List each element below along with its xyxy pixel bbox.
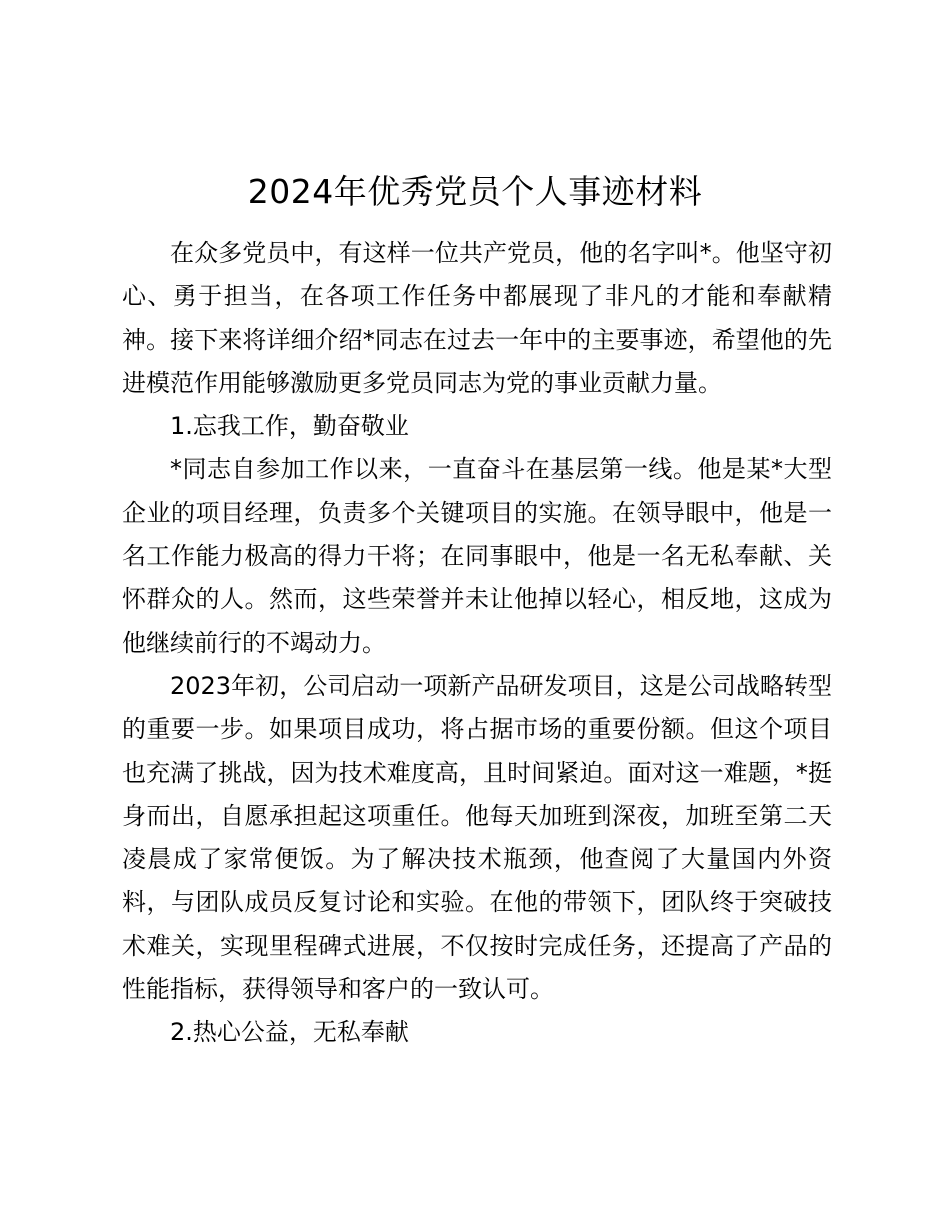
paragraph-project: 2023年初，公司启动一项新产品研发项目，这是公司战略转型的重要一步。如果项目成功，将占据市场的重要份额。但这个项目也充满了挑战，因为技术难度高，且时间紧迫。面对这一难题，*挺身而出，自愿承担起这项重任。他每天加班到深夜，加班至第二天凌晨成了家常便饭。为了解决技术瓶颈，他查阅了大量国内外资料，与团队成员反复讨论和实验。在他的带领下，团队终于突破技术难关，实现里程碑式进展，不仅按时完成任务，还提高了产品的性能指标，获得领导和客户的一致认可。 — [122, 671, 832, 1004]
paragraph-work: *同志自参加工作以来，一直奋斗在基层第一线。他是某*大型企业的项目经理，负责多个关键项目的实施。在领导眼中，他是一名工作能力极高的得力干将；在同事眼中，他是一名无私奉献、关怀群众的人。然而，这些荣誉并未让他掉以轻心，相反地，这成为他继续前行的不竭动力。 — [122, 455, 832, 657]
document-body — [122, 232, 832, 1055]
document-title: 2024年优秀党员个人事迹材料 — [247, 172, 703, 211]
section-heading-1: 1.忘我工作，勤奋敬业 — [170, 412, 409, 441]
section-heading-2: 2.热心公益，无私奉献 — [170, 1018, 409, 1047]
paragraph-intro: 在众多党员中，有这样一位共产党员，他的名字叫*。他坚守初心、勇于担当，在各项工作任务中都展现了非凡的才能和奉献精神。接下来将详细介绍*同志在过去一年中的主要事迹，希望他的先进模范作用能够激励更多党员同志为党的事业贡献力量。 — [122, 239, 832, 397]
